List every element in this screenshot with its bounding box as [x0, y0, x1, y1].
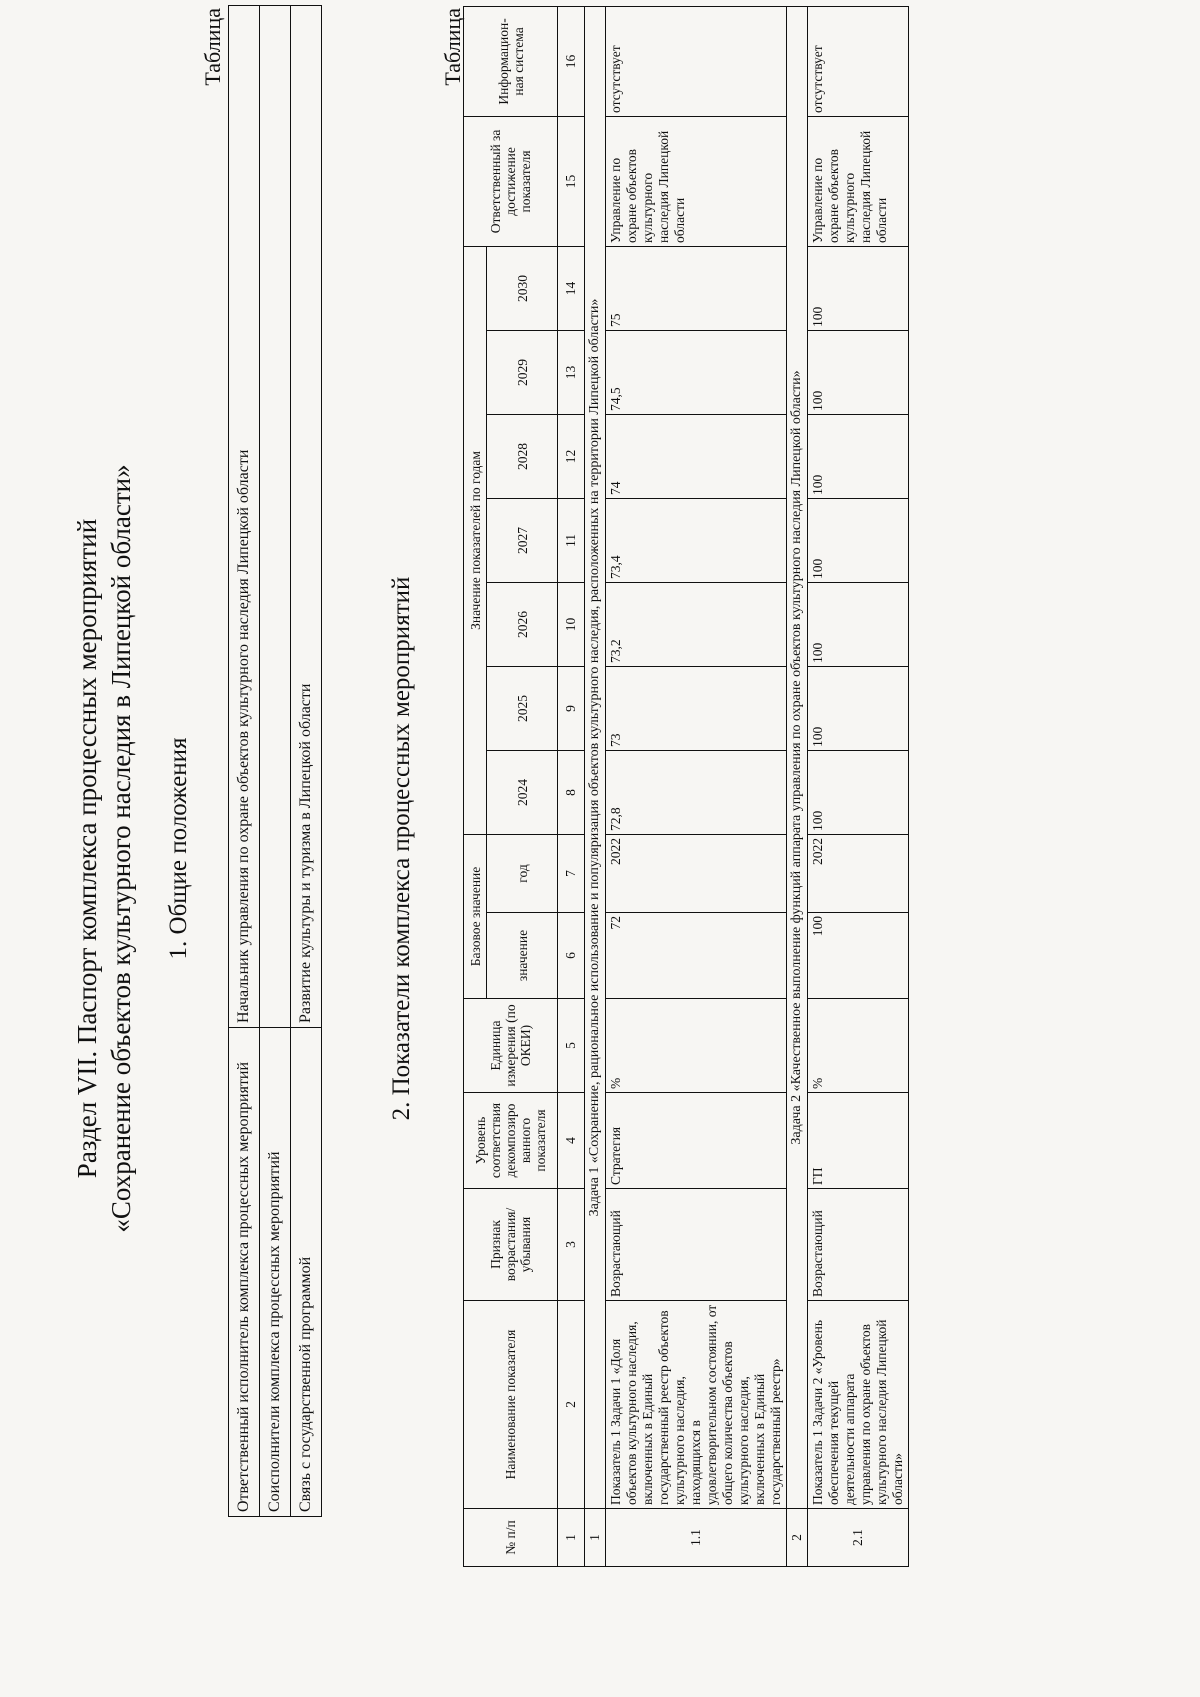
header-by-years: Значение показателей по годам	[464, 246, 487, 834]
column-number: 6	[558, 913, 585, 999]
indicator-value: 74,5	[606, 330, 787, 414]
indicator-infosys: отсутствует	[606, 6, 787, 116]
indicator-number: 2.1	[808, 1509, 909, 1567]
header-year: 2029	[487, 330, 558, 414]
indicator-value: 100	[808, 330, 909, 414]
column-number: 1	[558, 1509, 585, 1567]
indicator-number: 1.1	[606, 1509, 787, 1567]
section-title-line-2: «Сохранение объектов культурного наследия в Липецкой области»	[106, 464, 136, 1233]
indicator-unit: %	[808, 999, 909, 1093]
column-numbers-row	[558, 6, 585, 1566]
indicator-value: 73,2	[606, 582, 787, 666]
task-title: Задача 2 «Качественное выполнение функций аппарата управления по охране объектов культурного наследия Липецкой области»	[787, 6, 808, 1508]
indicator-name: Показатель 1 Задачи 2 «Уровень обеспечения текущей деятельности аппарата управления по охране объектов культурного наследия Липецкой области»	[808, 1301, 909, 1509]
header-base: Базовое значение	[464, 834, 487, 998]
indicator-name: Показатель 1 Задачи 1 «Доля объектов культурного наследия, включенных в Единый государственный реестр объектов культурного наследия, находящихся в удовлетворительном состоянии, от общего количества объектов культурного наследия, включенных в Единый государственный реестр»	[606, 1301, 787, 1509]
indicator-responsible: Управление по охране объектов культурного наследия Липецкой области	[808, 116, 909, 246]
header-sign: Признак возрастания/ убывания	[464, 1189, 558, 1301]
section-title-line-1: Раздел VII. Паспорт комплекса процессных мероприятий	[72, 518, 102, 1179]
indicator-base-value: 72	[606, 913, 787, 999]
indicator-value: 73	[606, 666, 787, 750]
table-caption: Таблица	[440, 8, 465, 86]
header-year: 2027	[487, 498, 558, 582]
table-row	[291, 6, 322, 1517]
header-unit: Единица измерения (по ОКЕИ)	[464, 999, 558, 1093]
indicator-unit: %	[606, 999, 787, 1093]
column-number: 5	[558, 999, 585, 1093]
column-number: 8	[558, 750, 585, 834]
header-infosys: Информацион-ная система	[464, 6, 558, 116]
column-number: 14	[558, 246, 585, 330]
indicator-value: 100	[808, 666, 909, 750]
header-name: Наименование показателя	[464, 1301, 558, 1509]
indicator-level: ГП	[808, 1093, 909, 1189]
task-row	[585, 6, 606, 1566]
table-row	[260, 6, 291, 1517]
column-number: 2	[558, 1301, 585, 1509]
indicator-value: 100	[808, 498, 909, 582]
indicators-heading: 2. Показатели комплекса процессных мероприятий	[388, 576, 415, 1121]
column-number: 13	[558, 330, 585, 414]
header-responsible: Ответственный за достижение показателя	[464, 116, 558, 246]
indicator-value: 72,8	[606, 750, 787, 834]
indicator-value: 100	[808, 750, 909, 834]
row-label: Связь с государственной программой	[291, 1028, 322, 1517]
task-row	[787, 6, 808, 1566]
indicator-value: 73,4	[606, 498, 787, 582]
row-label: Ответственный исполнитель комплекса процессных мероприятий	[229, 1028, 260, 1517]
table-row	[229, 6, 260, 1517]
indicator-base-value: 100	[808, 913, 909, 999]
header-year: 2030	[487, 246, 558, 330]
indicator-value: 74	[606, 414, 787, 498]
row-value: Развитие культуры и туризма в Липецкой области	[291, 6, 322, 1028]
task-number: 2	[787, 1509, 808, 1567]
header-row	[464, 6, 487, 1566]
indicator-value: 100	[808, 414, 909, 498]
column-number: 9	[558, 666, 585, 750]
header-num: № п/п	[464, 1509, 558, 1567]
section-title	[70, 0, 138, 1697]
header-base-year: год	[487, 834, 558, 912]
row-value	[260, 6, 291, 1028]
header-level: Уровень соответствия декомпозиро ванного показателя	[464, 1093, 558, 1189]
indicator-value: 100	[808, 246, 909, 330]
table-caption: Таблица	[200, 8, 225, 86]
indicators-table	[463, 6, 909, 1567]
header-year: 2025	[487, 666, 558, 750]
indicator-row	[606, 6, 787, 1566]
indicator-value: 100	[808, 582, 909, 666]
row-value: Начальник управления по охране объектов культурного наследия Липецкой области	[229, 6, 260, 1028]
column-number: 15	[558, 116, 585, 246]
indicator-base-year: 2022	[808, 834, 909, 912]
indicator-value: 75	[606, 246, 787, 330]
header-base-value: значение	[487, 913, 558, 999]
column-number: 16	[558, 6, 585, 116]
indicator-level: Стратегия	[606, 1093, 787, 1189]
task-number: 1	[585, 1509, 606, 1567]
column-number: 7	[558, 834, 585, 912]
indicator-sign: Возрастающий	[606, 1189, 787, 1301]
indicator-row	[808, 6, 909, 1566]
column-number: 10	[558, 582, 585, 666]
indicator-responsible: Управление по охране объектов культурного наследия Липецкой области	[606, 116, 787, 246]
task-title: Задача 1 «Сохранение, рациональное использование и популяризация объектов культурного наследия, расположенных на территории Липецкой области»	[585, 6, 606, 1508]
column-number: 3	[558, 1189, 585, 1301]
column-number: 11	[558, 498, 585, 582]
header-year: 2026	[487, 582, 558, 666]
header-year: 2028	[487, 414, 558, 498]
column-number: 12	[558, 414, 585, 498]
indicator-sign: Возрастающий	[808, 1189, 909, 1301]
general-provisions-table	[228, 5, 322, 1517]
header-year: 2024	[487, 750, 558, 834]
general-provisions-heading: 1. Общие положения	[165, 737, 192, 960]
indicator-base-year: 2022	[606, 834, 787, 912]
column-number: 4	[558, 1093, 585, 1189]
indicator-infosys: отсутствует	[808, 6, 909, 116]
row-label: Соисполнители комплекса процессных мероприятий	[260, 1028, 291, 1517]
